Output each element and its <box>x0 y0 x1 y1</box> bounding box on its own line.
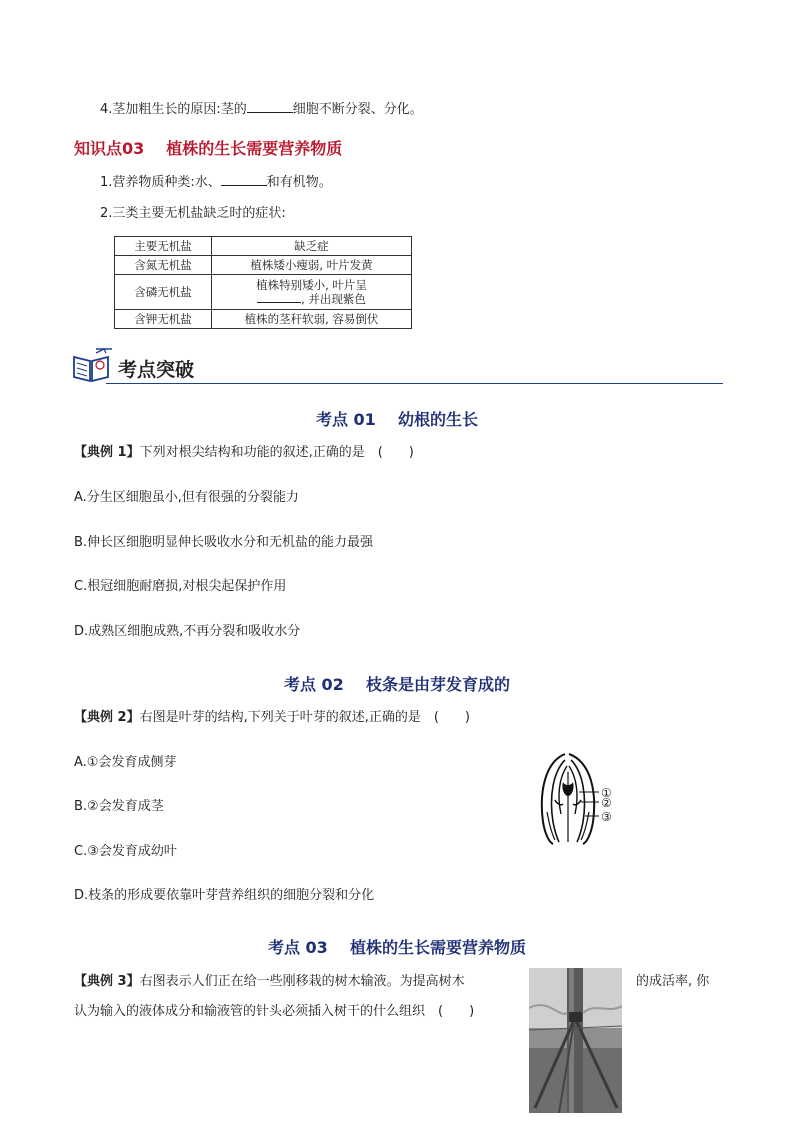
example-tag: 【典例 1】 <box>74 445 140 460</box>
table-row <box>115 256 412 275</box>
leaf-bud-diagram <box>535 752 605 847</box>
symptom-cell: 植株矮小瘦弱, 叶片发黄 <box>212 256 412 275</box>
example-1 <box>74 444 414 462</box>
question-text: 下列对根尖结构和功能的叙述,正确的是 ( ) <box>139 445 414 460</box>
section-divider <box>106 383 723 384</box>
section-banner <box>70 343 725 385</box>
leaf-bud-figure <box>535 752 630 847</box>
table-header-row <box>115 237 412 256</box>
deficiency-intro: 2.三类主要无机盐缺乏时的症状: <box>100 206 286 221</box>
stem-line-suffix: 细胞不断分裂、分化。 <box>292 102 423 117</box>
symptom-line-suffix: , 并出现紫色 <box>301 292 366 306</box>
symptom-cell: 植株的茎秆软弱, 容易倒伏 <box>212 310 412 329</box>
question-text: 右图表示人们正在给一些刚移栽的树木输液。为提高树木 <box>139 974 465 989</box>
option-b[interactable]: B.②会发育成茎 <box>74 799 164 814</box>
example-3-line-1 <box>74 973 465 991</box>
table-row <box>115 275 412 310</box>
nutrient-types-prefix: 1.营养物质种类:水、 <box>100 175 221 190</box>
table-row <box>115 310 412 329</box>
example-tag: 【典例 2】 <box>74 710 140 725</box>
kd3-title: 考点 03 植株的生长需要营养物质 <box>267 938 527 957</box>
nutrient-types-line <box>100 174 332 192</box>
knowledge-point-heading <box>74 136 342 159</box>
figure-label-3: ③ <box>601 810 612 824</box>
symptom-line <box>216 292 407 306</box>
figure-label-2: ② <box>601 796 612 810</box>
tree-transfusion-photo <box>529 968 622 1113</box>
figure-label-1: ① <box>601 786 612 800</box>
kd1-title: 考点 01 幼根的生长 <box>315 410 479 429</box>
example-2 <box>74 709 470 727</box>
option-b[interactable]: B.伸长区细胞明显伸长吸收水分和无机盐的能力最强 <box>74 535 374 550</box>
answer-blank[interactable] <box>257 302 301 303</box>
option-d[interactable]: D.枝条的形成要依靠叶芽营养组织的细胞分裂和分化 <box>74 888 375 903</box>
table-header-cell: 缺乏症 <box>212 237 412 256</box>
table-header-cell: 主要无机盐 <box>115 237 212 256</box>
deficiency-table <box>114 236 412 329</box>
stem-line-prefix: 4.茎加粗生长的原因:茎的 <box>100 102 247 117</box>
knowledge-point-code: 知识点03 <box>74 139 145 158</box>
salt-cell: 含氮无机盐 <box>115 256 212 275</box>
symptom-line: 植株特别矮小, 叶片呈 <box>256 278 367 292</box>
salt-cell: 含磷无机盐 <box>115 275 212 310</box>
option-a[interactable]: A.分生区细胞虽小,但有很强的分裂能力 <box>74 490 299 505</box>
section-banner-title: 考点突破 <box>118 359 195 381</box>
nutrient-types-suffix: 和有机物。 <box>266 175 332 190</box>
answer-blank[interactable] <box>247 112 293 113</box>
option-c[interactable]: C.③会发育成幼叶 <box>74 844 177 859</box>
option-a[interactable]: A.①会发育成侧芽 <box>74 755 177 770</box>
symptom-cell <box>212 275 412 310</box>
open-book-icon <box>70 345 114 385</box>
knowledge-point-title: 植株的生长需要营养物质 <box>166 139 343 158</box>
option-c[interactable]: C.根冠细胞耐磨损,对根尖起保护作用 <box>74 579 287 594</box>
kd2-title: 考点 02 枝条是由芽发育成的 <box>283 675 511 694</box>
answer-blank[interactable] <box>221 185 267 186</box>
example-3-line-2: 认为输入的液体成分和输液管的针头必须插入树干的什么组织 ( ) <box>74 1004 475 1019</box>
stem-thickening-line <box>100 101 423 119</box>
tree-photo-illustration <box>529 968 622 1113</box>
salt-cell: 含钾无机盐 <box>115 310 212 329</box>
example-3-line-1b: 的成活率, 你 <box>636 974 710 989</box>
question-text: 右图是叶芽的结构,下列关于叶芽的叙述,正确的是 ( ) <box>139 710 470 725</box>
example-tag: 【典例 3】 <box>74 974 140 989</box>
option-d[interactable]: D.成熟区细胞成熟,不再分裂和吸收水分 <box>74 624 301 639</box>
